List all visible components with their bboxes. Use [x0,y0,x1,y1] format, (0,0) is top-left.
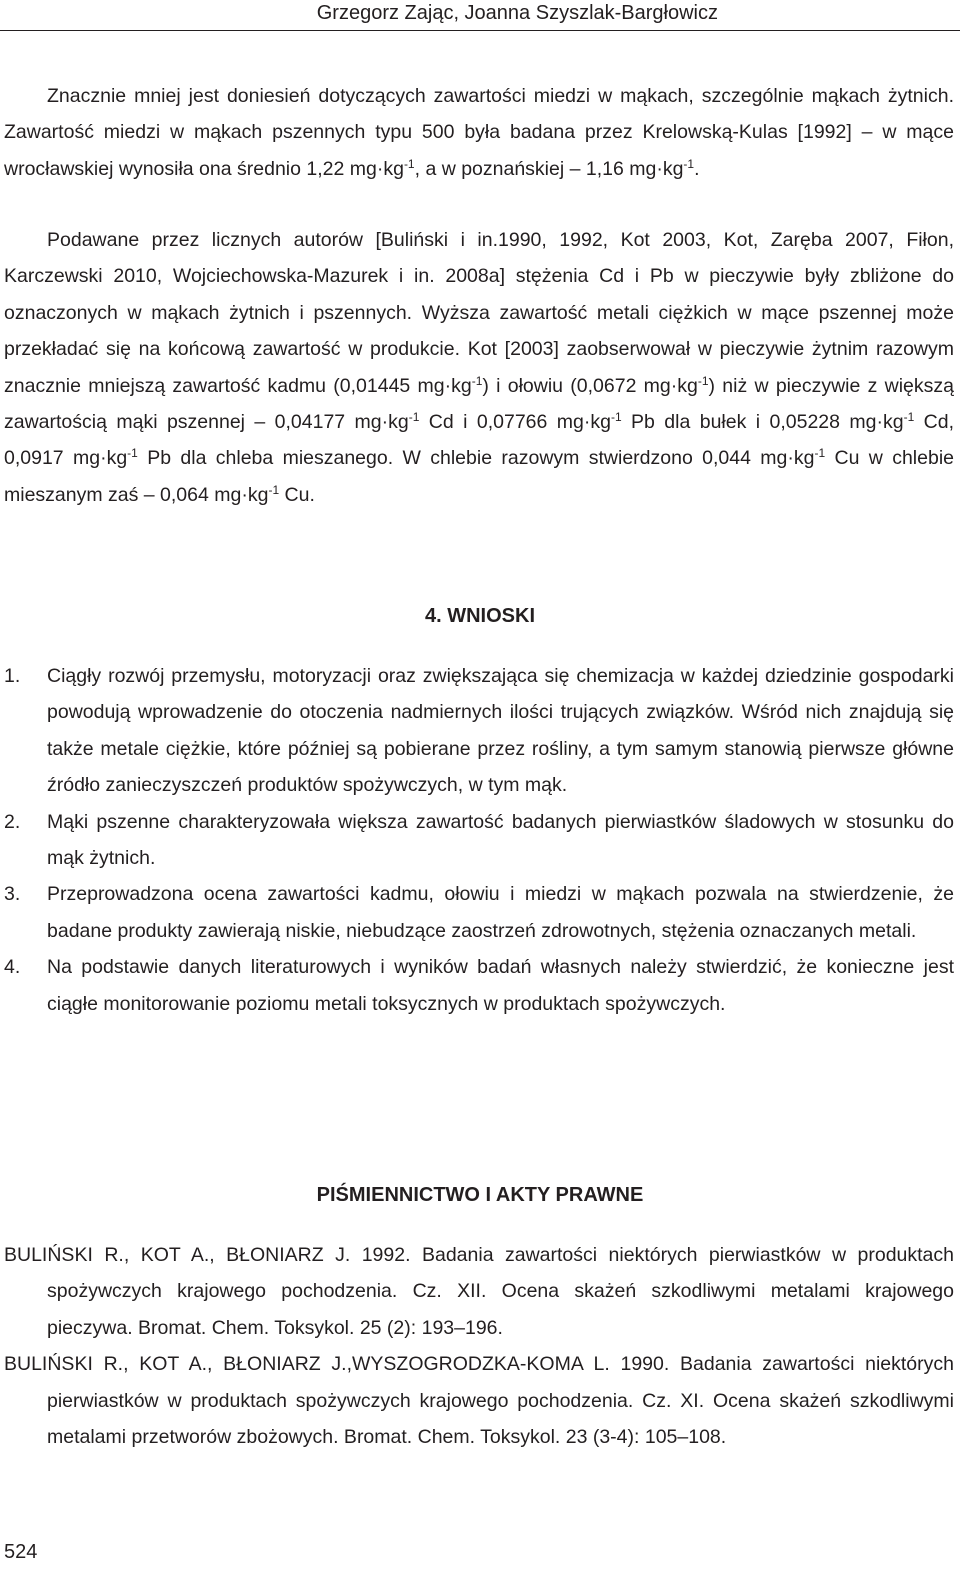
running-header: Grzegorz Zając, Joanna Szyszlak-Bargłowicz [316,2,718,24]
paragraph-bread [4,222,954,513]
text-run: ) niż w pieczywie z większą zawartością mąki pszennej – 0,04177 mg·kg [4,374,954,434]
superscript: -1 [268,482,280,497]
superscript: -1 [610,410,622,425]
text-run: Cu w chlebie mieszanym zaś – 0,064 mg·kg [4,447,954,506]
text-run: Cd, 0,0917 mg·kg [4,411,955,470]
conclusions-list [4,658,954,1022]
superscript: -1 [683,156,695,171]
list-item [4,804,954,877]
item-number: 1. [4,665,21,687]
item-text: Na podstawie danych literaturowych i wyników badań własnych należy stwierdzić, że konieczne jest ciągłe monitorowanie poziomu metali toksycznych w produktach spożywczych. [47,956,954,1015]
text-run: , a w poznańskiej – 1,16 mg·kg [414,157,684,180]
text-run: Pb dla bułek i 0,05228 mg·kg [621,411,904,434]
superscript: -1 [127,446,138,461]
superscript: -1 [471,373,483,388]
item-number: 4. [4,956,21,979]
item-text: Przeprowadzona ocena zawartości kadmu, ołowiu i miedzi w mąkach pozwala na stwierdzenie, że badane produkty zawierają niskie, niebudzące zaostrzeń zdrowotnych, stężenia oznaczanych metali. [47,883,954,942]
references-list [4,1237,954,1455]
reference-entry: BULIŃSKI R., KOT A., BŁONIARZ J.,WYSZOGRODZKA-KOMA L. 1990. Badania zawartości niektórych pierwiastków w produktach spożywczych krajowego pochodzenia. Cz. XI. Ocena skażeń szkodliwymi metalami przetworów zbożowych. Bromat. Chem. Toksykol. 23 (3-4): 105–108. [4,1353,954,1449]
header-rule [0,30,960,31]
text-run: Podawane przez licznych autorów [Buliński i in.1990, 1992, Kot 2003, Kot, Zaręba 2007, Fiłon, Karczewski 2010, Wojciechowska-Mazurek i in. 2008a] stężenia Cd i Pb w pieczywie były zbliżone do oznaczonych w mąkach żytnich i pszennych. Wyższa zawartość metali ciężkich w mące pszennej może przekładać się na końcową zawartość w produkcie. Kot [2003] zaobserwował w pieczywie żytnim razowym znacznie mniejszą zawartość kadmu (0,01445 mg·kg [4,229,954,397]
list-item [4,658,954,804]
list-item [4,949,954,1022]
references-heading: PIŚMIENNICTWO I AKTY PRAWNE [316,1184,644,1206]
text-run: Znacznie mniej jest doniesień dotyczących zawartości miedzi w mąkach, szczególnie mąkach żytnich. Zawartość miedzi w mąkach pszennych typu 500 była badana przez Krelowską-Kulas [1992] – w mące wrocławskiej wynosiła ona średnio 1,22 mg·kg [4,85,954,180]
superscript: -1 [403,156,415,171]
superscript: -1 [697,373,709,388]
superscript: -1 [814,446,826,461]
list-item [4,876,954,949]
superscript: -1 [903,410,915,425]
text-run: ) i ołowiu (0,0672 mg·kg [482,374,698,397]
item-text: Mąki pszenne charakteryzowała większa zawartość badanych pierwiastków śladowych w stosunku do mąk żytnich. [47,810,954,870]
text-run: . [694,157,700,180]
reference-entry: BULIŃSKI R., KOT A., BŁONIARZ J. 1992. Badania zawartości niektórych pierwiastków w produktach spożywczych krajowego pochodzenia. Cz. XII. Ocena skażeń szkodliwymi metalami krajowego pieczywa. Bromat. Chem. Toksykol. 25 (2): 193–196. [4,1244,954,1339]
text-run: Pb dla chleba mieszanego. W chlebie razowym stwierdzono 0,044 mg·kg [137,447,815,470]
paragraph-copper [4,78,954,187]
item-number: 3. [4,883,21,906]
text-run: Cu. [279,483,315,506]
item-text: Ciągły rozwój przemysłu, motoryzacji oraz zwiększająca się chemizacja w każdej dziedzinie gospodarki powodują wprowadzenie do otoczenia nadmiernych ilości trujących związków. Wśród nich znajdują się także metale ciężkie, które później są pobierane przez rośliny, a tym samym stanowią pierwsze główne źródło zanieczyszczeń produktów spożywczych, w tym mąk. [47,665,954,797]
conclusions-heading: 4. WNIOSKI [424,605,535,627]
page-number: 524 [4,1541,38,1563]
superscript: -1 [408,410,420,425]
item-number: 2. [4,810,21,833]
text-run: Cd i 0,07766 mg·kg [419,411,611,434]
